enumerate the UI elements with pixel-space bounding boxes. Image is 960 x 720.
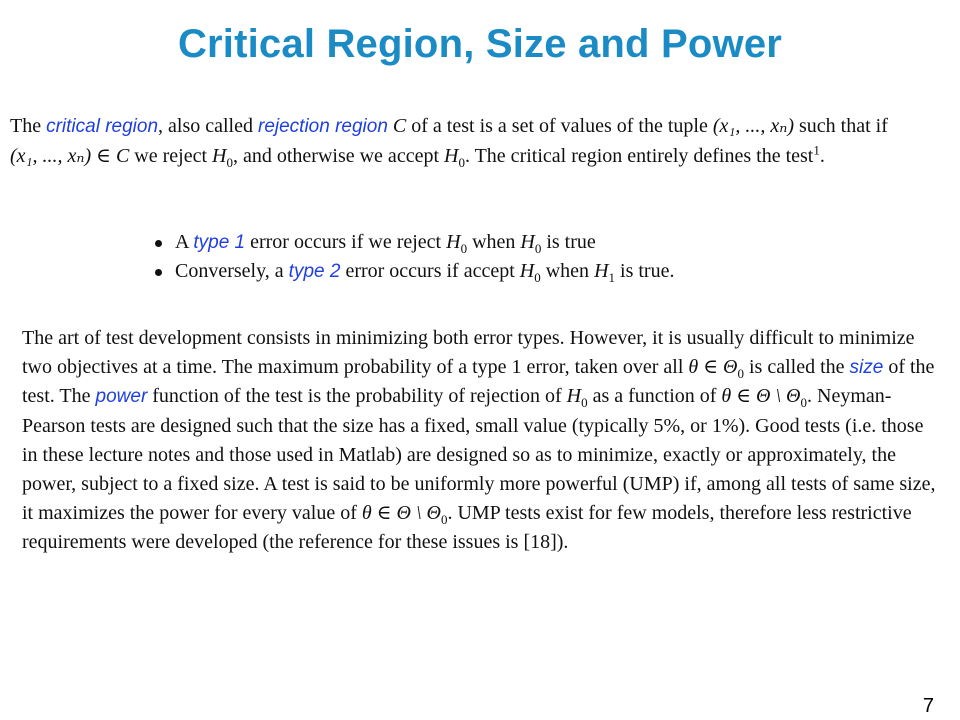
text: function of the test is the probability of rejection of bbox=[147, 385, 567, 408]
math-subscript: 0 bbox=[440, 512, 448, 528]
math-in-C: ∈ C bbox=[91, 144, 130, 167]
math-subscript: 0 bbox=[534, 241, 542, 256]
text: when bbox=[540, 260, 595, 282]
math-C: C bbox=[392, 115, 407, 137]
slide-title: Critical Region, Size and Power bbox=[177, 22, 783, 66]
text: of a test is a set of values of the tuple bbox=[406, 115, 713, 137]
bullet-type1 bbox=[150, 228, 870, 257]
math-H: H bbox=[519, 260, 535, 282]
text: is true. bbox=[615, 260, 675, 282]
text: ). Good tests (i.e. those in these lecture notes and those used in Matlab) are designed so as to minimize, exactly or approximately, the power, subject to a fixed size. A test is said to be uniformly more powerful (UMP) if, among all tests of same size, it maximizes the power for every value of bbox=[22, 414, 936, 525]
bullet-type2 bbox=[150, 257, 870, 286]
math-subscript: 0 bbox=[800, 395, 807, 411]
text: of the test. The bbox=[22, 356, 935, 408]
size-power-paragraph bbox=[22, 324, 940, 558]
text: . Neyman-Pearson tests are designed such that the size has a fixed, small value (typically bbox=[22, 385, 892, 437]
term-rejection-region: rejection region bbox=[258, 116, 388, 137]
term-type-2: type 2 bbox=[288, 261, 341, 282]
text: The bbox=[10, 115, 47, 137]
math-H: H bbox=[566, 385, 582, 408]
text: such that if bbox=[794, 115, 888, 137]
term-power: power bbox=[95, 386, 148, 408]
text: error occurs if we reject bbox=[245, 231, 447, 253]
text: as a function of bbox=[587, 385, 722, 408]
math-H: H bbox=[444, 144, 459, 167]
text: . UMP tests exist for few models, therefore less restrictive requirements were developed (the reference for these issues is [18]). bbox=[22, 502, 912, 554]
text: error occurs if accept bbox=[340, 260, 520, 282]
math-theta-in-diff: θ ∈ Θ \ Θ bbox=[721, 385, 801, 408]
value-1pct: 1% bbox=[711, 414, 739, 437]
text: . bbox=[819, 144, 825, 167]
text: is true bbox=[541, 231, 596, 253]
math-subscript: 0 bbox=[458, 154, 465, 170]
critical-region-paragraph bbox=[10, 112, 920, 171]
math-subscript: 0 bbox=[737, 366, 744, 382]
math-tuple: (x₁, ..., xₙ) bbox=[10, 144, 92, 167]
math-subscript: 0 bbox=[226, 154, 233, 170]
math-subscript: 0 bbox=[534, 270, 541, 285]
error-type-list bbox=[150, 228, 870, 286]
text: , or bbox=[680, 414, 712, 437]
value-5pct: 5% bbox=[653, 414, 681, 437]
math-H: H bbox=[520, 231, 535, 253]
math-subscript: 0 bbox=[581, 395, 588, 411]
page-number: 7 bbox=[922, 695, 934, 717]
math-H: H bbox=[446, 231, 461, 253]
text: A bbox=[175, 231, 194, 253]
text: . The critical region entirely defines the test bbox=[464, 144, 814, 167]
footnote-marker: 1 bbox=[813, 141, 820, 157]
math-theta-in-theta0: θ ∈ Θ bbox=[688, 356, 738, 379]
text: , and otherwise we accept bbox=[232, 144, 444, 167]
text: , also called bbox=[158, 115, 258, 137]
term-critical-region: critical region bbox=[46, 116, 159, 137]
text: we reject bbox=[129, 144, 213, 167]
math-H: H bbox=[594, 260, 609, 282]
math-subscript: 0 bbox=[460, 241, 468, 256]
text: The art of test development consists in minimizing both error types. However, it is usually difficult to minimize two objectives at a time. The maximum probability of a type 1 error, taken over all bbox=[22, 327, 915, 379]
text: when bbox=[467, 231, 521, 253]
text: is called the bbox=[743, 356, 850, 379]
term-size: size bbox=[849, 357, 884, 379]
term-type-1: type 1 bbox=[193, 232, 246, 253]
math-H: H bbox=[212, 144, 227, 167]
math-tuple: (x₁, ..., xₙ) bbox=[712, 115, 794, 137]
text: Conversely, a bbox=[175, 260, 289, 282]
math-theta-in-diff: θ ∈ Θ \ Θ bbox=[361, 502, 441, 525]
math-subscript: 1 bbox=[608, 270, 616, 285]
